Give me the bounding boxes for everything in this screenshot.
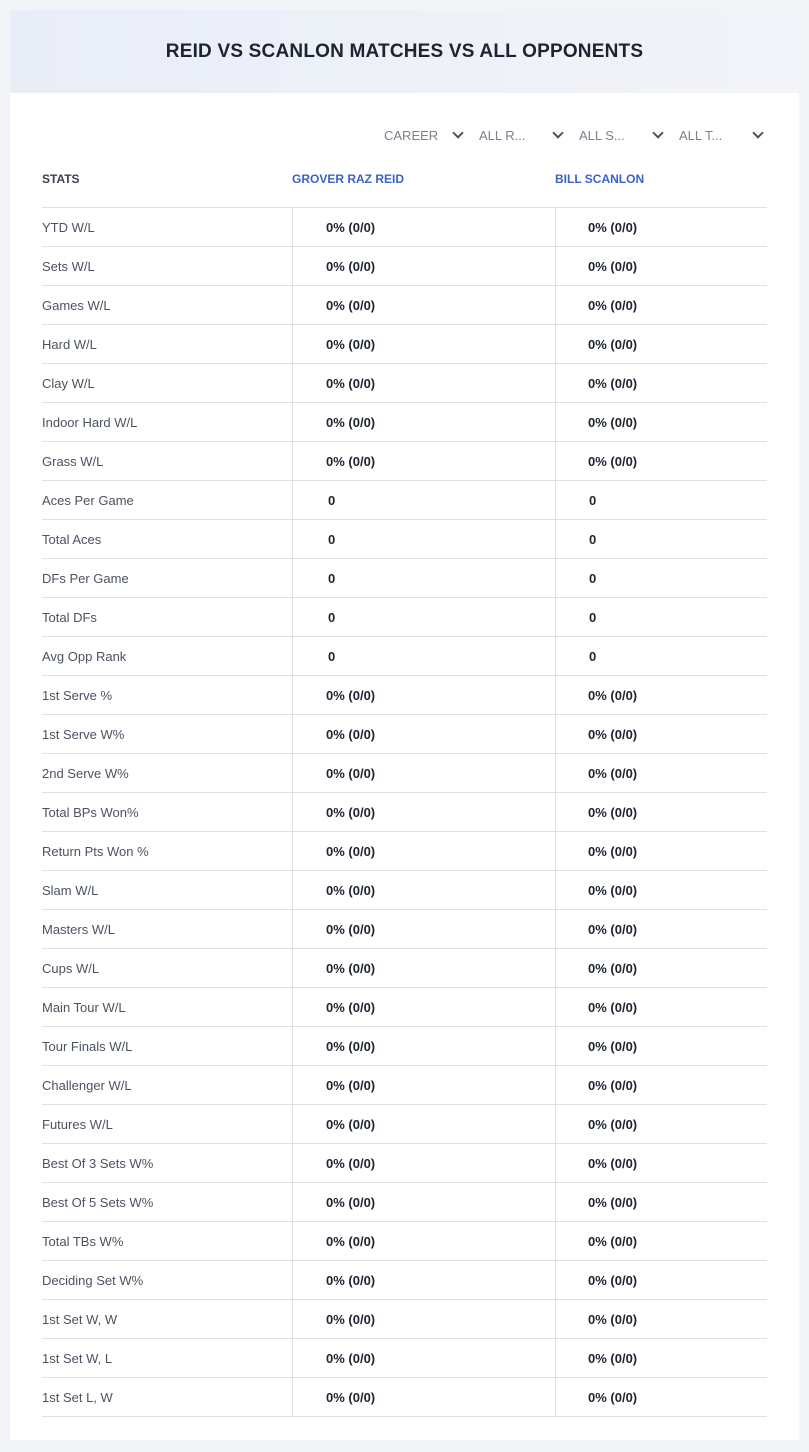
- stat-label: 1st Set L, W: [42, 1389, 113, 1405]
- stats-table: [42, 160, 767, 1417]
- table-row: [42, 481, 767, 520]
- table-row: [42, 754, 767, 793]
- stat-label: Total Aces: [42, 531, 102, 547]
- chevron-down-icon: [452, 127, 463, 138]
- player2-value: 0% (0/0): [555, 286, 767, 324]
- player2-value: 0% (0/0): [555, 988, 767, 1026]
- player1-value: 0% (0/0): [292, 1261, 554, 1299]
- player1-value: 0% (0/0): [292, 442, 554, 480]
- player1-value: 0% (0/0): [292, 793, 554, 831]
- player2-value: 0% (0/0): [555, 364, 767, 402]
- player2-value: 0% (0/0): [555, 325, 767, 363]
- stat-label: Avg Opp Rank: [42, 648, 127, 664]
- stat-label: Hard W/L: [42, 336, 97, 352]
- player1-value: 0% (0/0): [292, 1027, 554, 1065]
- stat-label: Tour Finals W/L: [42, 1038, 133, 1054]
- player2-value: 0% (0/0): [555, 1378, 767, 1416]
- stat-label: YTD W/L: [42, 219, 95, 235]
- filter-bar: [10, 123, 799, 147]
- table-row: [42, 1027, 767, 1066]
- player1-value: 0: [292, 637, 554, 675]
- player1-value: 0% (0/0): [292, 715, 554, 753]
- player2-value: 0% (0/0): [555, 1183, 767, 1221]
- player2-value: 0% (0/0): [555, 1144, 767, 1182]
- chevron-down-icon: [652, 127, 663, 138]
- player2-value: 0: [555, 520, 767, 558]
- table-row: [42, 949, 767, 988]
- player1-value: 0% (0/0): [292, 871, 554, 909]
- player1-value: 0: [292, 559, 554, 597]
- table-row: [42, 1300, 767, 1339]
- table-row: [42, 325, 767, 364]
- stat-label: Cups W/L: [42, 960, 100, 976]
- table-row: [42, 559, 767, 598]
- player1-value: 0% (0/0): [292, 1339, 554, 1377]
- player2-value: 0% (0/0): [555, 442, 767, 480]
- stat-label: Aces Per Game: [42, 492, 134, 508]
- player1-value: 0% (0/0): [292, 208, 554, 246]
- player1-value: 0% (0/0): [292, 1222, 554, 1260]
- stat-label: Games W/L: [42, 297, 111, 313]
- table-row: [42, 871, 767, 910]
- player1-value: 0% (0/0): [292, 832, 554, 870]
- table-row: [42, 208, 767, 247]
- player1-value: 0% (0/0): [292, 1183, 554, 1221]
- stat-label: Deciding Set W%: [42, 1272, 144, 1288]
- player2-value: 0% (0/0): [555, 676, 767, 714]
- player1-value: 0% (0/0): [292, 1300, 554, 1338]
- table-row: [42, 1222, 767, 1261]
- filter-round-select[interactable]: [479, 123, 564, 147]
- player1-value: 0% (0/0): [292, 325, 554, 363]
- player1-link[interactable]: GROVER RAZ REID: [292, 172, 405, 186]
- stat-label: 1st Serve W%: [42, 726, 125, 742]
- table-row: [42, 442, 767, 481]
- player1-value: 0% (0/0): [292, 988, 554, 1026]
- stat-label: 1st Serve %: [42, 687, 113, 703]
- table-row: [42, 1105, 767, 1144]
- stats-column-header: STATS: [42, 172, 80, 186]
- stat-label: Total TBs W%: [42, 1233, 124, 1249]
- player2-value: 0% (0/0): [555, 1027, 767, 1065]
- stat-label: Return Pts Won %: [42, 843, 149, 859]
- table-row: [42, 988, 767, 1027]
- stat-label: Slam W/L: [42, 882, 99, 898]
- player1-value: 0% (0/0): [292, 403, 554, 441]
- table-row: [42, 715, 767, 754]
- player1-value: 0: [292, 598, 554, 636]
- chevron-down-icon: [552, 127, 563, 138]
- filter-surface-label: ALL S...: [579, 127, 625, 143]
- stat-label: 1st Set W, W: [42, 1311, 118, 1327]
- player2-value: 0% (0/0): [555, 1300, 767, 1338]
- stat-label: 1st Set W, L: [42, 1350, 113, 1366]
- player1-value: 0% (0/0): [292, 247, 554, 285]
- player2-value: 0% (0/0): [555, 754, 767, 792]
- table-header: [42, 160, 767, 208]
- table-row: [42, 1144, 767, 1183]
- player1-value: 0% (0/0): [292, 1066, 554, 1104]
- player1-value: 0% (0/0): [292, 1105, 554, 1143]
- table-row: [42, 637, 767, 676]
- player1-value: 0% (0/0): [292, 364, 554, 402]
- player1-value: 0: [292, 520, 554, 558]
- page-title: REID VS SCANLON MATCHES VS ALL OPPONENTS: [165, 40, 644, 62]
- table-row: [42, 403, 767, 442]
- player2-value: 0% (0/0): [555, 1222, 767, 1260]
- player2-value: 0% (0/0): [555, 1105, 767, 1143]
- filter-period-select[interactable]: [384, 123, 464, 147]
- table-row: [42, 598, 767, 637]
- stat-label: Best Of 5 Sets W%: [42, 1194, 154, 1210]
- player2-value: 0% (0/0): [555, 208, 767, 246]
- table-row: [42, 364, 767, 403]
- player2-value: 0% (0/0): [555, 832, 767, 870]
- player2-value: 0% (0/0): [555, 949, 767, 987]
- filter-tournament-label: ALL T...: [679, 127, 723, 143]
- player2-value: 0% (0/0): [555, 910, 767, 948]
- table-row: [42, 247, 767, 286]
- stat-label: Masters W/L: [42, 921, 115, 937]
- player2-value: 0% (0/0): [555, 793, 767, 831]
- stat-label: Grass W/L: [42, 453, 104, 469]
- stat-label: Main Tour W/L: [42, 999, 126, 1015]
- table-row: [42, 1261, 767, 1300]
- table-row: [42, 676, 767, 715]
- stat-label: Best Of 3 Sets W%: [42, 1155, 154, 1171]
- table-row: [42, 1066, 767, 1105]
- player1-value: 0% (0/0): [292, 676, 554, 714]
- player1-value: 0% (0/0): [292, 949, 554, 987]
- player2-link[interactable]: BILL SCANLON: [555, 172, 645, 186]
- player1-value: 0% (0/0): [292, 910, 554, 948]
- filter-tournament-select[interactable]: [679, 123, 764, 147]
- stat-label: Futures W/L: [42, 1116, 113, 1132]
- table-row: [42, 832, 767, 871]
- player2-value: 0: [555, 637, 767, 675]
- table-row: [42, 520, 767, 559]
- player2-value: 0% (0/0): [555, 871, 767, 909]
- card-header: [10, 10, 799, 93]
- player2-value: 0: [555, 481, 767, 519]
- player1-value: 0% (0/0): [292, 286, 554, 324]
- chevron-down-icon: [752, 127, 763, 138]
- table-row: [42, 793, 767, 832]
- player1-value: 0% (0/0): [292, 1144, 554, 1182]
- player2-value: 0% (0/0): [555, 1261, 767, 1299]
- player2-value: 0% (0/0): [555, 1066, 767, 1104]
- filter-period-label: CAREER: [384, 127, 439, 143]
- stat-label: 2nd Serve W%: [42, 765, 129, 781]
- player2-value: 0% (0/0): [555, 247, 767, 285]
- player1-value: 0: [292, 481, 554, 519]
- stat-label: Clay W/L: [42, 375, 95, 391]
- table-row: [42, 1339, 767, 1378]
- player2-value: 0: [555, 559, 767, 597]
- stat-label: Total BPs Won%: [42, 804, 139, 820]
- player2-value: 0: [555, 598, 767, 636]
- stat-label: Indoor Hard W/L: [42, 414, 138, 430]
- stat-label: Challenger W/L: [42, 1077, 132, 1093]
- stats-card: [10, 10, 799, 1440]
- stat-label: Sets W/L: [42, 258, 95, 274]
- stat-label: Total DFs: [42, 609, 97, 625]
- table-row: [42, 1183, 767, 1222]
- player2-value: 0% (0/0): [555, 1339, 767, 1377]
- stat-label: DFs Per Game: [42, 570, 129, 586]
- player1-value: 0% (0/0): [292, 1378, 554, 1416]
- player1-value: 0% (0/0): [292, 754, 554, 792]
- table-body: [42, 208, 767, 1417]
- filter-round-label: ALL R...: [479, 127, 526, 143]
- filter-surface-select[interactable]: [579, 123, 664, 147]
- player2-value: 0% (0/0): [555, 715, 767, 753]
- table-row: [42, 910, 767, 949]
- table-row: [42, 1378, 767, 1417]
- table-row: [42, 286, 767, 325]
- player2-value: 0% (0/0): [555, 403, 767, 441]
